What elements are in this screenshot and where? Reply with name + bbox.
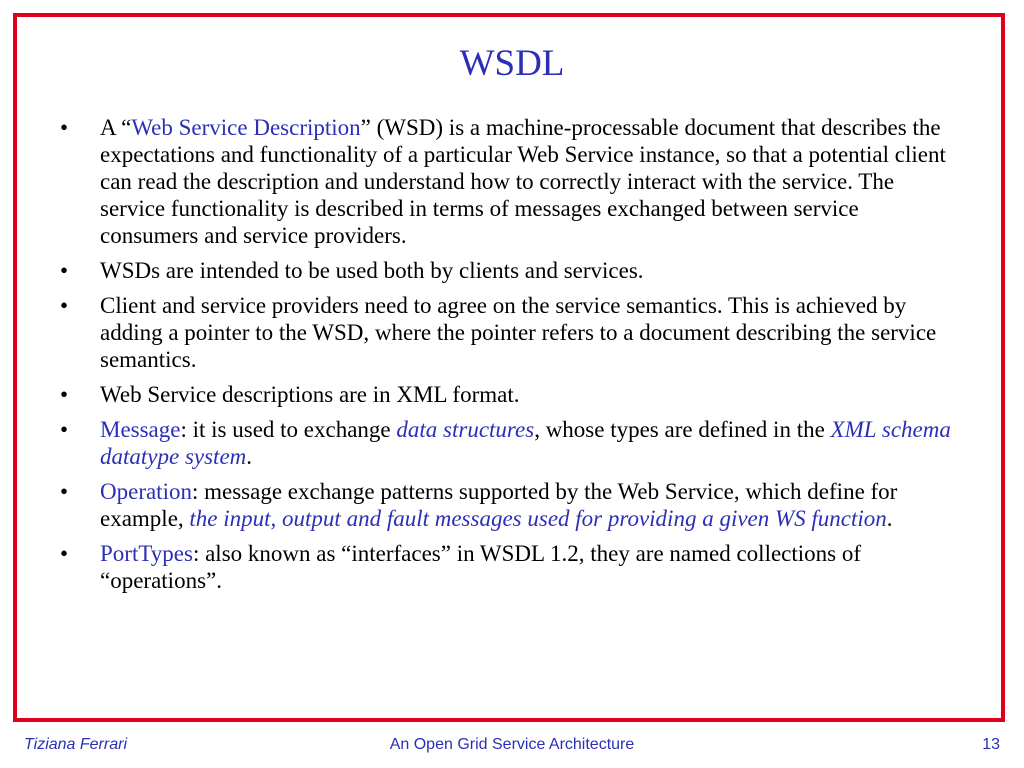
bullet-icon: •: [60, 115, 69, 140]
bullet-item-porttypes: [60, 540, 960, 594]
term-message: Message: [100, 417, 181, 442]
term-porttypes: PortTypes: [100, 541, 193, 566]
bullet-icon: •: [60, 479, 69, 504]
bullet-icon: •: [60, 541, 69, 566]
slide-title: WSDL: [459, 43, 565, 84]
bullet-text: WSDs are intended to be used both by clients and services.: [100, 258, 644, 283]
bullet-icon: •: [60, 293, 69, 318]
bullet-text: : also known as “interfaces” in WSDL 1.2, they are named collections of “operations”.: [100, 541, 862, 593]
bullet-item-wsd-definition: [60, 114, 960, 249]
term-operation: Operation: [100, 479, 192, 504]
bullet-text: A “: [100, 115, 132, 140]
bullet-item-operation: [60, 478, 960, 532]
bullet-icon: •: [60, 258, 69, 283]
bullet-item-xml-format: [60, 381, 960, 408]
bullet-list: [60, 114, 960, 602]
footer-presentation-title: An Open Grid Service Architecture: [389, 736, 635, 753]
footer-author: Tiziana Ferrari: [24, 736, 127, 753]
bullet-text: .: [246, 444, 253, 469]
bullet-text: : it is used to exchange: [180, 417, 397, 442]
slide-footer: [0, 735, 1024, 755]
bullet-text: : message exchange patterns supported by the Web Service, which define for example,: [100, 479, 898, 531]
footer-page-number: 13: [982, 736, 1000, 753]
bullet-item-wsd-usage: [60, 257, 960, 284]
emphasis-text: XML schema datatype system: [100, 417, 951, 469]
bullet-icon: •: [60, 382, 69, 407]
emphasis-text: data structures: [396, 417, 535, 442]
bullet-item-message: [60, 416, 960, 470]
bullet-text: , whose types are defined in the: [534, 417, 831, 442]
bullet-text: Web Service descriptions are in XML format.: [100, 382, 520, 407]
emphasis-text: the input, output and fault messages used for providing a given WS function: [189, 506, 887, 531]
bullet-item-semantics: [60, 292, 960, 373]
bullet-text: .: [886, 506, 893, 531]
bullet-text: ” (WSD) is a machine-processable document that describes the expectations and functionality of a particular Web Service instance, so that a potential client can read the description and understand how to correctly interact with the service. The service functionality is described in terms of messages exchanged between service consumers and service providers.: [100, 115, 946, 248]
bullet-text: Client and service providers need to agree on the service semantics. This is achieved by adding a pointer to the WSD, where the pointer refers to a document describing the service semantics.: [100, 293, 937, 372]
bullet-icon: •: [60, 417, 69, 442]
highlighted-term: Web Service Description: [131, 115, 361, 140]
